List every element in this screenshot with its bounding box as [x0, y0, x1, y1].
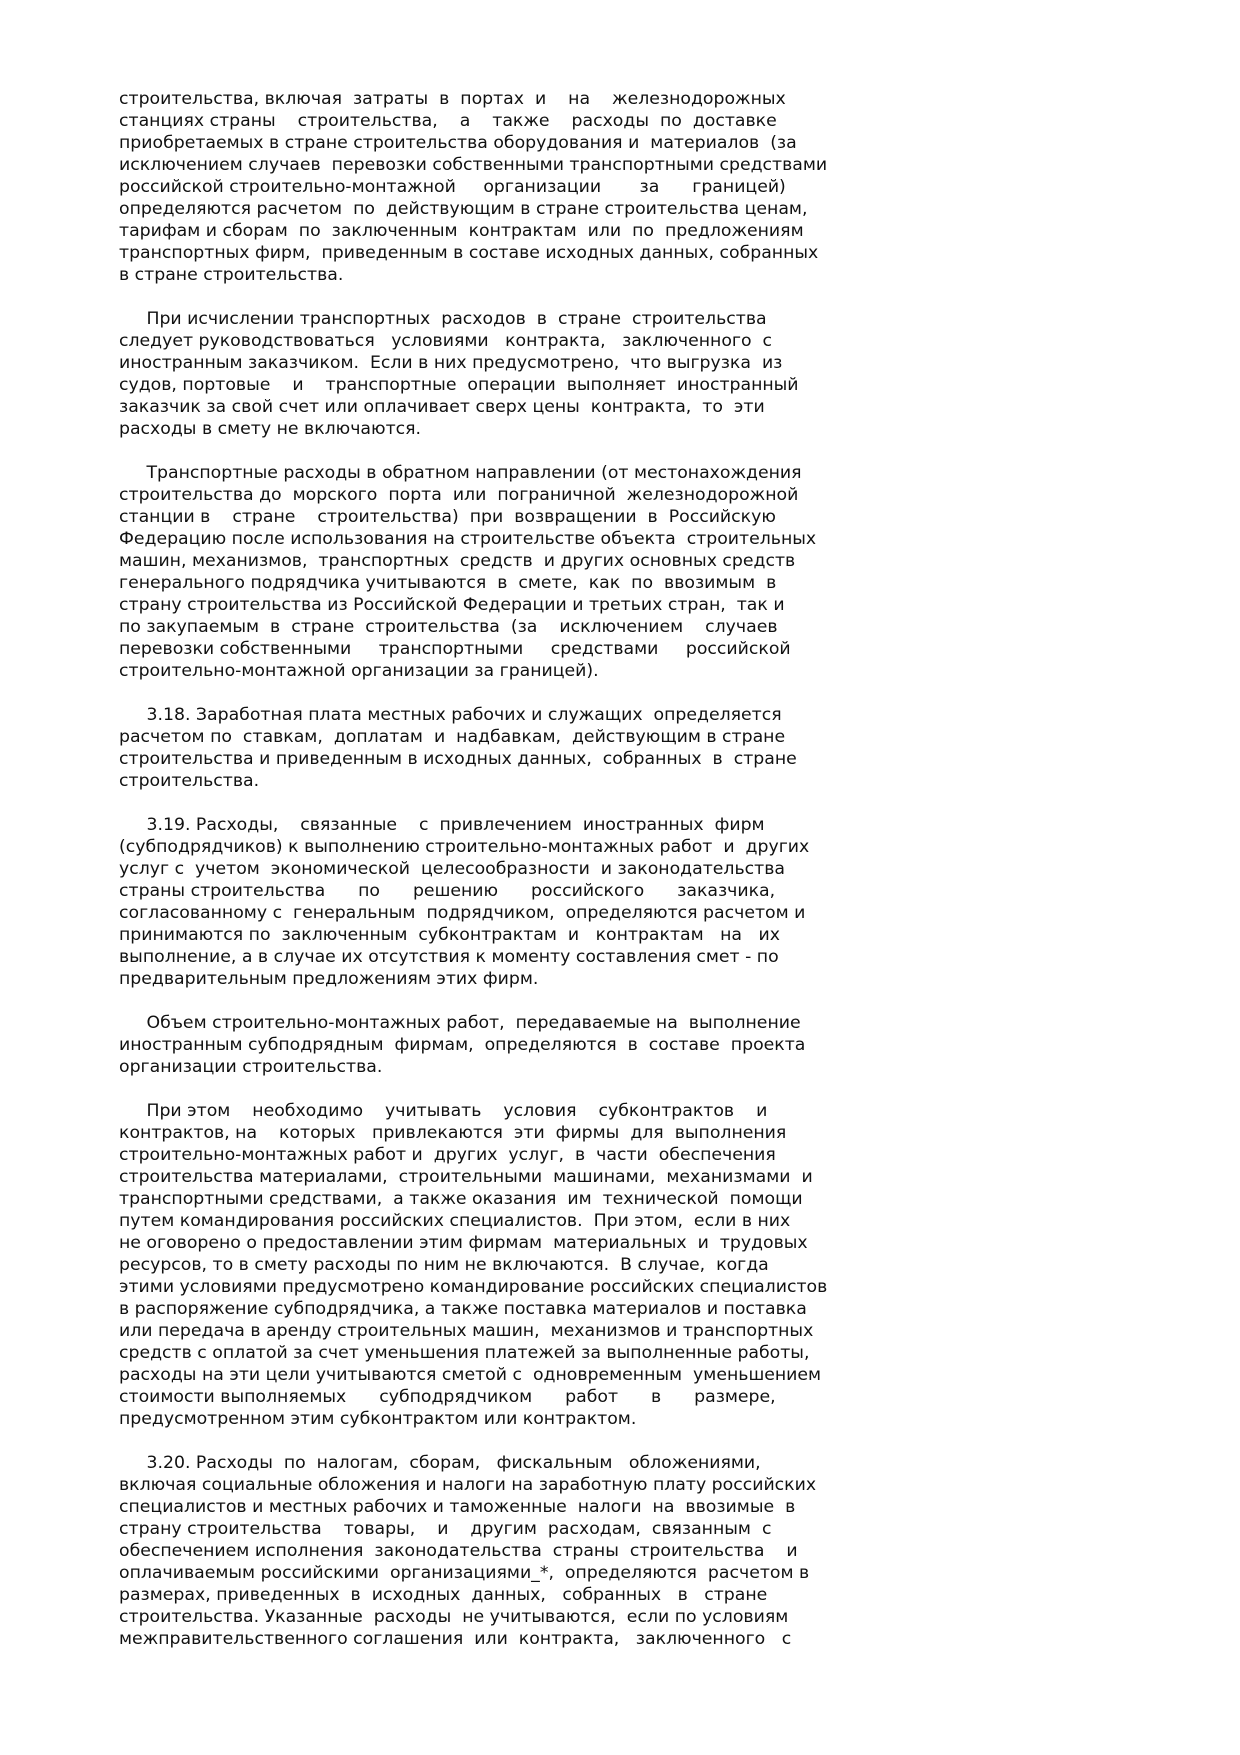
paragraph — [119, 814, 899, 990]
text-line: транспортных фирм, приведенным в составе исходных данных, собранных — [119, 243, 819, 263]
text-line: 3.19. Расходы, связанные с привлечением иностранных фирм — [119, 815, 765, 835]
text-line: транспортными средствами, а также оказания им технической помощи — [119, 1189, 803, 1209]
text-line: заказчик за свой счет или оплачивает сверх цены контракта, то эти — [119, 397, 765, 417]
text-line: строительства, включая затраты в портах и на железнодорожных — [119, 89, 786, 109]
text-line: стоимости выполняемых субподрядчиком работ в размере, — [119, 1387, 776, 1407]
text-line: генерального подрядчика учитываются в смете, как по ввозимым в — [119, 573, 777, 593]
text-line: тарифам и сборам по заключенным контрактам или по предложениям — [119, 221, 804, 241]
text-line: российской строительно-монтажной организации за границей) — [119, 177, 786, 197]
text-line: услуг с учетом экономической целесообразности и законодательства — [119, 859, 785, 879]
text-line: При этом необходимо учитывать условия субконтрактов и — [119, 1101, 768, 1121]
text-line: не оговорено о предоставлении этим фирмам материальных и трудовых — [119, 1233, 808, 1253]
text-line: приобретаемых в стране строительства оборудования и материалов (за — [119, 133, 797, 153]
text-line: Объем строительно-монтажных работ, передаваемые на выполнение — [119, 1013, 801, 1033]
text-line: строительства материалами, строительными машинами, механизмами и — [119, 1167, 813, 1187]
text-line: расходы на эти цели учитываются сметой с одновременным уменьшением — [119, 1365, 822, 1385]
paragraph — [119, 704, 899, 792]
text-line: контрактов, на которых привлекаются эти фирмы для выполнения — [119, 1123, 787, 1143]
text-line: путем командирования российских специалистов. При этом, если в них — [119, 1211, 791, 1231]
text-line: страны строительства по решению российского заказчика, — [119, 881, 776, 901]
text-line: специалистов и местных рабочих и таможенные налоги на ввозимые в — [119, 1497, 796, 1517]
text-line: 3.20. Расходы по налогам, сборам, фискальным обложениями, — [119, 1453, 761, 1473]
text-line: следует руководствоваться условиями контракта, заключенного с — [119, 331, 773, 351]
text-line: этими условиями предусмотрено командирование российских специалистов — [119, 1277, 828, 1297]
text-line: 3.18. Заработная плата местных рабочих и служащих определяется — [119, 705, 782, 725]
paragraph — [119, 308, 899, 440]
document-page — [119, 88, 899, 1672]
text-line: обеспечением исполнения законодательства страны строительства и — [119, 1541, 798, 1561]
text-line: по закупаемым в стране строительства (за исключением случаев — [119, 617, 778, 637]
text-line: размерах, приведенных в исходных данных, собранных в стране — [119, 1585, 768, 1605]
text-line: строительно-монтажных работ и других услуг, в части обеспечения — [119, 1145, 776, 1165]
text-line: иностранным субподрядным фирмам, определяются в составе проекта — [119, 1035, 806, 1055]
text-line: исключением случаев перевозки собственными транспортными средствами — [119, 155, 828, 175]
text-line: расчетом по ставкам, доплатам и надбавкам, действующим в стране — [119, 727, 786, 747]
text-line: строительства до морского порта или пограничной железнодорожной — [119, 485, 799, 505]
text-line: или передача в аренду строительных машин, механизмов и транспортных — [119, 1321, 814, 1341]
text-line: Федерацию после использования на строительстве объекта строительных — [119, 529, 817, 549]
text-line: машин, механизмов, транспортных средств и других основных средств — [119, 551, 796, 571]
paragraph — [119, 88, 899, 286]
text-line: оплачиваемым российскими организациями_*, определяются расчетом в — [119, 1563, 810, 1583]
text-line: организации строительства. — [119, 1057, 383, 1077]
text-line: строительства. Указанные расходы не учитываются, если по условиям — [119, 1607, 789, 1627]
text-line: станциях страны строительства, а также расходы по доставке — [119, 111, 777, 131]
text-line: предусмотренном этим субконтрактом или контрактом. — [119, 1409, 637, 1429]
text-line: согласованному с генеральным подрядчиком, определяются расчетом и — [119, 903, 806, 923]
text-line: Транспортные расходы в обратном направлении (от местонахождения — [119, 463, 802, 483]
paragraph — [119, 462, 899, 682]
text-line: судов, портовые и транспортные операции выполняет иностранный — [119, 375, 799, 395]
text-line: станции в стране строительства) при возвращении в Российскую — [119, 507, 776, 527]
text-line: строительства. — [119, 771, 260, 791]
text-line: определяются расчетом по действующим в стране строительства ценам, — [119, 199, 808, 219]
text-line: средств с оплатой за счет уменьшения платежей за выполненные работы, — [119, 1343, 810, 1363]
text-line: в распоряжение субподрядчика, а также поставка материалов и поставка — [119, 1299, 807, 1319]
text-line: в стране строительства. — [119, 265, 344, 285]
text-line: строительно-монтажной организации за границей). — [119, 661, 599, 681]
text-line: иностранным заказчиком. Если в них предусмотрено, что выгрузка из — [119, 353, 783, 373]
text-line: При исчислении транспортных расходов в стране строительства — [119, 309, 767, 329]
text-line: межправительственного соглашения или контракта, заключенного с — [119, 1629, 792, 1649]
text-line: ресурсов, то в смету расходы по ним не включаются. В случае, когда — [119, 1255, 769, 1275]
text-line: (субподрядчиков) к выполнению строительно-монтажных работ и других — [119, 837, 810, 857]
text-line: перевозки собственными транспортными средствами российской — [119, 639, 791, 659]
text-line: страну строительства из Российской Федерации и третьих стран, так и — [119, 595, 785, 615]
text-line: принимаются по заключенным субконтрактам и контрактам на их — [119, 925, 780, 945]
paragraph — [119, 1452, 899, 1650]
text-line: включая социальные обложения и налоги на заработную плату российских — [119, 1475, 817, 1495]
text-line: предварительным предложениям этих фирм. — [119, 969, 539, 989]
text-line: строительства и приведенным в исходных данных, собранных в стране — [119, 749, 797, 769]
text-line: выполнение, а в случае их отсутствия к моменту составления смет - по — [119, 947, 779, 967]
text-line: страну строительства товары, и другим расходам, связанным с — [119, 1519, 772, 1539]
text-line: расходы в смету не включаются. — [119, 419, 422, 439]
paragraph — [119, 1012, 899, 1078]
paragraph — [119, 1100, 899, 1430]
